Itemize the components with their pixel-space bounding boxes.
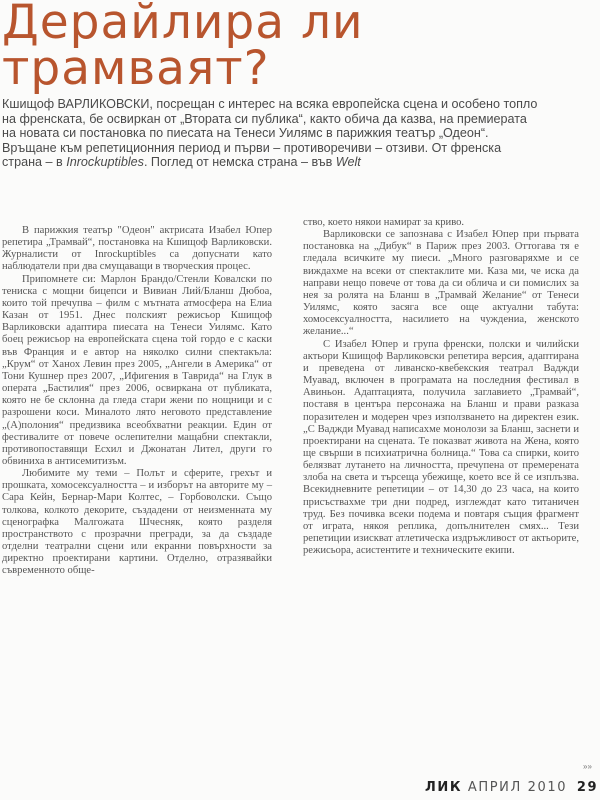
lead-source-2: Welt: [335, 155, 361, 170]
left-paragraph-3: Любимите му теми – Полът и сферите, грехът и прошката, хомосексуалността – и изборът на авторите му – Сара Кейн, Бернар-Мари Колтес, – Горбоволски. Също толкова, колкото декорите, създадени от неизменната му сценографка Малгожата Шчесняк, която разделя пространството с прозрачни прегради, за да създаде отделни театрални сцени или екранни повърхности за директно проектирани картини. Отделно, отразявайки съвременното обще-: [2, 468, 272, 577]
magazine-name: ЛИК: [425, 780, 463, 795]
article-title-line-1: Дерайлира ли: [2, 0, 364, 50]
article-lead: [2, 97, 542, 170]
page-footer: [425, 780, 598, 795]
lead-text-a: , посрещан с интерес на всяка европейска сцена и особено топло на френската, бе освиркан от „Втората си публика“, както обича да казва, на премиерата на новата си постановка по пиесата на Тенеси Уилямс в парижкия театър „Одеон“. Връщане към репетиционния период и първи – противоречиви – отзиви. От френска страна – в: [2, 97, 538, 170]
right-column: [303, 217, 579, 557]
left-paragraph-1: В парижкия театър "Одеон" актрисата Изабел Юпер репетира „Трамвай“, постановка на Кшищоф Варликовски. Журналисти от Inrockuptibles са допуснати като наблюдатели при два смущаващи в творческия процес.: [2, 225, 272, 273]
right-paragraph-3: С Изабел Юпер и група френски, полски и чилийски актьори Кшищоф Варликовски репетира версия, адаптирана и преведена от ливанско-квебекския театрал Ваджди Муавад, включен в програмата на последния фестивал в Авиньон. Адаптацията, получила заглавието „Трамвай“, поставя в центъра персонажа на Бланш и прави разказа поразителен и модерен чрез използването на директен език. „С Ваджди Муавад написахме монолози за Бланш, заснети и проектирани на сцената. Те показват живота на Жена, която ще свърши в психиатрична болница.“ Това са спирки, които белязват лутането на личността, пречупена от премерената злоба на света и търсеща убежище, което все й се изплъзва. Всекидневните репетиции – от 14,30 до 23 часа, на които присъствахме три дни подред, изглеждат като титаничен труд. Без почивка всеки подема и повтаря същия фрагмент от играта, някоя реплика, допълнителен смях... Тези репетиции изискват атлетическа издръжливост от актьорите, режисьора, асистентите и техническите екипи.: [303, 338, 579, 557]
right-paragraph-2: Варликовски се запознава с Изабел Юпер при първата постановка на „Дибук“ в Париж през 2003. Оттогава тя е гледала всичките му пиеси. „Много разговаряхме и се виждахме на всеки от спектаклите ми. Каза ми, че иска да направи нещо повече от това да си облича и си помислих за нея за ролята на Бланш в „Трамвай Желание“ от Тенеси Уилямс, която засяга все още актуални табута: хомосексуалността, насилието на чуждениа, женското желание...“: [303, 229, 579, 338]
article-title: [2, 0, 364, 96]
article-title-line-2: трамваят?: [2, 41, 270, 96]
left-paragraph-2: Припомнете си: Марлон Брандо/Стенли Ковалски по тениска с мощни бицепси и Вивиан Лий/Бланш Дюбоа, които той пречупва – филм с мътната атмосфера на Елиа Казан от 1951. Днес полският режисьор Кшищоф Варликовски адаптира пиесата на Тенеси Уилямс. Като боец режисьор на европейската сцена той гордо е с каски във Франция и е автор на няколко силни спектакъла: „Крум“ от Ханох Левин през 2005, „Ангели в Америка“ от Тони Кушнер през 2007, „Ифигения в Таврида“ на Глук в операта „Бастилия“ през 2006, освиркана от публиката, която не бе склонна да гледа стари жени по нощници и с разрошени коси. Миналото лято неговото представление „(А)полония“ предизвика всеобхватни реакции. Един от фестивалите от повече ослепителни мащабни спектакли, противопоставящи Есхил и Джонатан Лител, други го обвиниха в антисемитизъм.: [2, 273, 272, 467]
issue-date: АПРИЛ 2010: [467, 780, 568, 795]
right-paragraph-1: ство, което някои намират за криво.: [303, 217, 465, 228]
continued-arrow-icon: »»: [583, 762, 592, 771]
left-column: [2, 225, 272, 578]
lead-text-b: . Поглед от немска страна – във: [143, 155, 336, 170]
lead-source-1: Inrockuptibles: [66, 155, 144, 170]
lead-author: Кшищоф ВАРЛИКОВСКИ: [2, 97, 150, 111]
page-number: 29: [576, 780, 599, 795]
